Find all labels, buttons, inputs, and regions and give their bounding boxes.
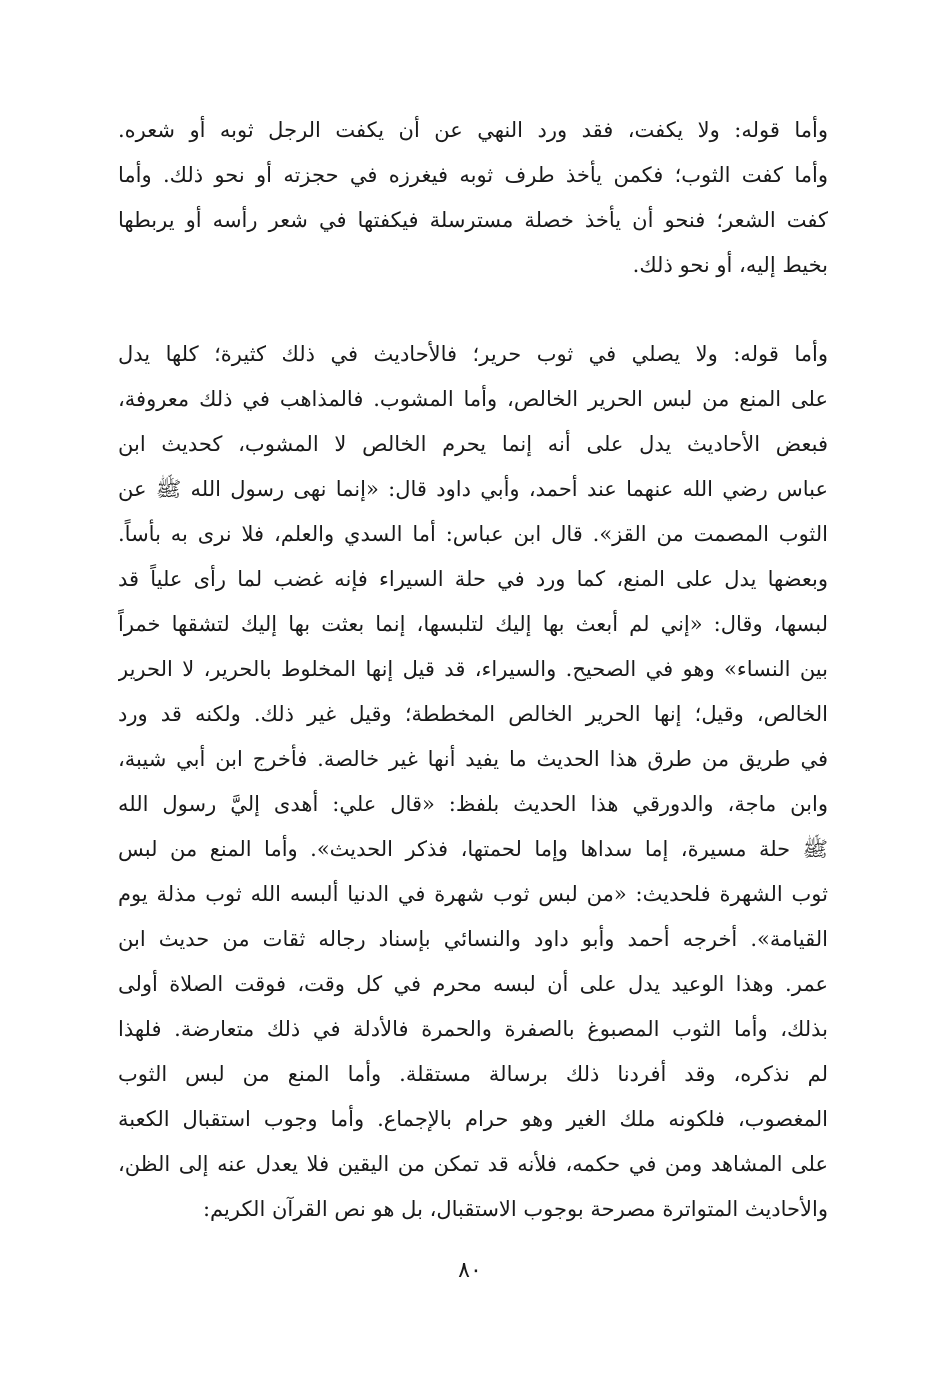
text-line: ثوب الشهرة فلحديث: «من لبس ثوب شهرة في الدنيا ألبسه الله ثوب مذلة يوم (118, 882, 828, 906)
text-line: والأحاديث المتواترة مصرحة بوجوب الاستقبال، بل هو نص القرآن الكريم: (202, 1197, 828, 1221)
text-line: كفت الشعر؛ فنحو أن يأخذ خصلة مسترسلة فيكفتها في شعر رأسه أو يربطها (118, 208, 828, 232)
text-line: بين النساء» وهو في الصحيح. والسيراء، قد قيل إنها المخلوط بالحرير، لا الحرير (118, 657, 828, 681)
text-line: الخالص، وقيل؛ إنها الحرير الخالص المخططة؛ وقيل غير ذلك. ولكنه قد ورد (118, 702, 828, 726)
text-line: في طريق من طرق هذا الحديث ما يفيد أنها غير خالصة. فأخرج ابن أبي شيبة، (118, 747, 828, 771)
text-line: وأما قوله: ولا يصلي في ثوب حرير؛ فالأحاديث في ذلك كثيرة؛ كلها يدل (118, 342, 828, 366)
text-line: ﷺ حلة مسيرة، إما سداها وإما لحمتها، فذكر الحديث». وأما المنع من لبس (118, 837, 828, 861)
text-line: على المنع من لبس الحرير الخالص، وأما المشوب. فالمذاهب في ذلك معروفة، (118, 387, 828, 411)
text-line: وأما كفت الثوب؛ فكمن يأخذ طرف ثوبه فيغرزه في حجزته أو نحو ذلك. وأما (118, 163, 828, 187)
text-line: لبسها، وقال: «إني لم أبعث بها إليك لتلبسها، إنما بعثت بها إليك لتشقها خمراً (118, 612, 828, 636)
text-line: لم نذكره، وقد أفردنا ذلك برسالة مستقلة. وأما المنع من لبس الثوب (118, 1062, 828, 1086)
text-line: وابن ماجة، والدورقي هذا الحديث بلفظ: «قال علي: أهدى إليَّ رسول الله (118, 792, 828, 816)
text-line: وبعضها يدل على المنع، كما ورد في حلة السيراء فإنه غضب لما رأى علياً قد (118, 567, 828, 591)
text-line: عباس رضي الله عنهما عند أحمد، وأبي داود قال: «إنما نهى رسول الله ﷺ عن (118, 477, 828, 501)
text-line: بخيط إليه، أو نحو ذلك. (632, 253, 828, 277)
text-line: وأما قوله: ولا يكفت، فقد ورد النهي عن أن يكفت الرجل ثوبه أو شعره. (118, 118, 828, 142)
text-line: المغصوب، فلكونه ملك الغير وهو حرام بالإجماع. وأما وجوب استقبال الكعبة (118, 1107, 828, 1131)
text-line: على المشاهد ومن في حكمه، فلأنه قد تمكن من اليقين فلا يعدل عنه إلى الظن، (118, 1152, 828, 1176)
paragraph-kaft (118, 112, 828, 292)
text-line: فبعض الأحاديث يدل على أنه إنما يحرم الخالص لا المشوب، كحديث ابن (118, 432, 828, 456)
text-line: بذلك، وأما الثوب المصبوغ بالصفرة والحمرة فالأدلة في ذلك متعارضة. فلهذا (118, 1017, 828, 1041)
page-number: ٨٠ (458, 1258, 482, 1283)
text-line: عمر. وهذا الوعيد يدل على أن لبسه محرم في كل وقت، فوقت الصلاة أولى (118, 972, 828, 996)
text-line: القيامة». أخرجه أحمد وأبو داود والنسائي بإسناد رجاله ثقات من حديث ابن (118, 927, 828, 951)
paragraph-silk (118, 336, 828, 1236)
text-line: الثوب المصمت من القز». قال ابن عباس: أما السدي والعلم، فلا نرى به بأساً. (118, 522, 828, 546)
